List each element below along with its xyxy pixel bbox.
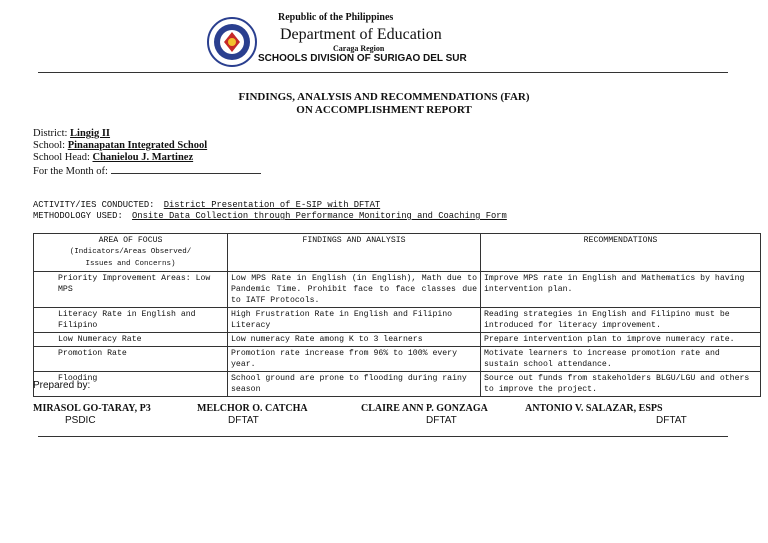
cell-area: Priority Improvement Areas: Low MPS xyxy=(34,272,228,308)
cell-recommendations: Motivate learners to increase promotion rate and sustain school attendance. xyxy=(481,347,761,372)
header-recommendations: RECOMMENDATIONS xyxy=(481,234,761,272)
deped-seal-icon xyxy=(207,17,257,67)
header-divider xyxy=(38,72,728,73)
cell-recommendations: Reading strategies in English and Filipino must be introduced for literacy improvement. xyxy=(481,308,761,333)
signatory-role: DFTAT xyxy=(656,415,687,426)
report-title-line2: ON ACCOMPLISHMENT REPORT xyxy=(296,104,472,116)
signatory-name: CLAIRE ANN P. GONZAGA xyxy=(361,403,488,414)
methodology-line xyxy=(33,211,507,221)
signatory-role: DFTAT xyxy=(426,415,457,426)
table-row xyxy=(34,333,761,347)
cell-area: Flooding xyxy=(34,372,228,397)
cell-area: Low Numeracy Rate xyxy=(34,333,228,347)
methodology-label: METHODOLOGY USED: xyxy=(33,211,123,221)
school-value: Pinanapatan Integrated School xyxy=(67,140,208,151)
signatory-name: ANTONIO V. SALAZAR, ESPS xyxy=(525,403,663,414)
cell-recommendations: Improve MPS rate in English and Mathematics by having intervention plan. xyxy=(481,272,761,308)
table-row xyxy=(34,308,761,333)
school-label: School: xyxy=(33,140,66,151)
signatory-name: MIRASOL GO-TARAY, P3 xyxy=(33,403,151,414)
header-area-of-focus: AREA OF FOCUS (Indicators/Areas Observed/ Issues and Concerns) xyxy=(34,234,228,272)
header-region: Caraga Region xyxy=(333,44,385,53)
cell-area: Literacy Rate in English and Filipino xyxy=(34,308,228,333)
cell-findings: High Frustration Rate in English and Filipino Literacy xyxy=(228,308,481,333)
header-department: Department of Education xyxy=(280,26,442,43)
school-head-value: Chanielou J. Martinez xyxy=(92,152,194,163)
cell-findings: Low numeracy Rate among K to 3 learners xyxy=(228,333,481,347)
signatory-role: DFTAT xyxy=(228,415,259,426)
activity-value: District Presentation of E-SIP with DFTAT xyxy=(163,200,381,210)
signatory-role: PSDIC xyxy=(65,415,96,426)
month-line xyxy=(33,164,261,177)
activity-label: ACTIVITY/IES CONDUCTED: xyxy=(33,200,155,210)
school-line xyxy=(33,140,207,151)
district-value: Lingig II xyxy=(70,128,111,139)
table-row xyxy=(34,272,761,308)
month-label: For the Month of: xyxy=(33,166,108,177)
cell-area: Promotion Rate xyxy=(34,347,228,372)
cell-recommendations: Prepare intervention plan to improve numeracy rate. xyxy=(481,333,761,347)
district-label: District: xyxy=(33,128,68,139)
school-head-label: School Head: xyxy=(33,152,90,163)
table-row xyxy=(34,372,761,397)
header-division: SCHOOLS DIVISION OF SURIGAO DEL SUR xyxy=(258,53,467,64)
cell-findings: Low MPS Rate in English (in English), Math due to Pandemic Time. Prohibit face to face classes due to IATF Protocols. xyxy=(228,272,481,308)
table-row xyxy=(34,347,761,372)
header-republic: Republic of the Philippines xyxy=(278,12,394,23)
school-head-line xyxy=(33,152,193,163)
far-table xyxy=(33,233,761,397)
report-title-line1: FINDINGS, ANALYSIS AND RECOMMENDATIONS (FAR) xyxy=(238,91,530,103)
prepared-by-label: Prepared by: xyxy=(33,380,91,391)
table-header-row xyxy=(34,234,761,272)
methodology-value: Onsite Data Collection through Performance Monitoring and Coaching Form xyxy=(132,211,507,221)
month-blank xyxy=(111,164,261,174)
signatory-name: MELCHOR O. CATCHA xyxy=(197,403,308,414)
footer-divider xyxy=(38,436,728,437)
cell-findings: School ground are prone to flooding during rainy season xyxy=(228,372,481,397)
district-line xyxy=(33,128,110,139)
header-findings: FINDINGS AND ANALYSIS xyxy=(228,234,481,272)
activity-line xyxy=(33,200,380,210)
cell-findings: Promotion rate increase from 96% to 100% every year. xyxy=(228,347,481,372)
cell-recommendations: Source out funds from stakeholders BLGU/LGU and others to improve the project. xyxy=(481,372,761,397)
